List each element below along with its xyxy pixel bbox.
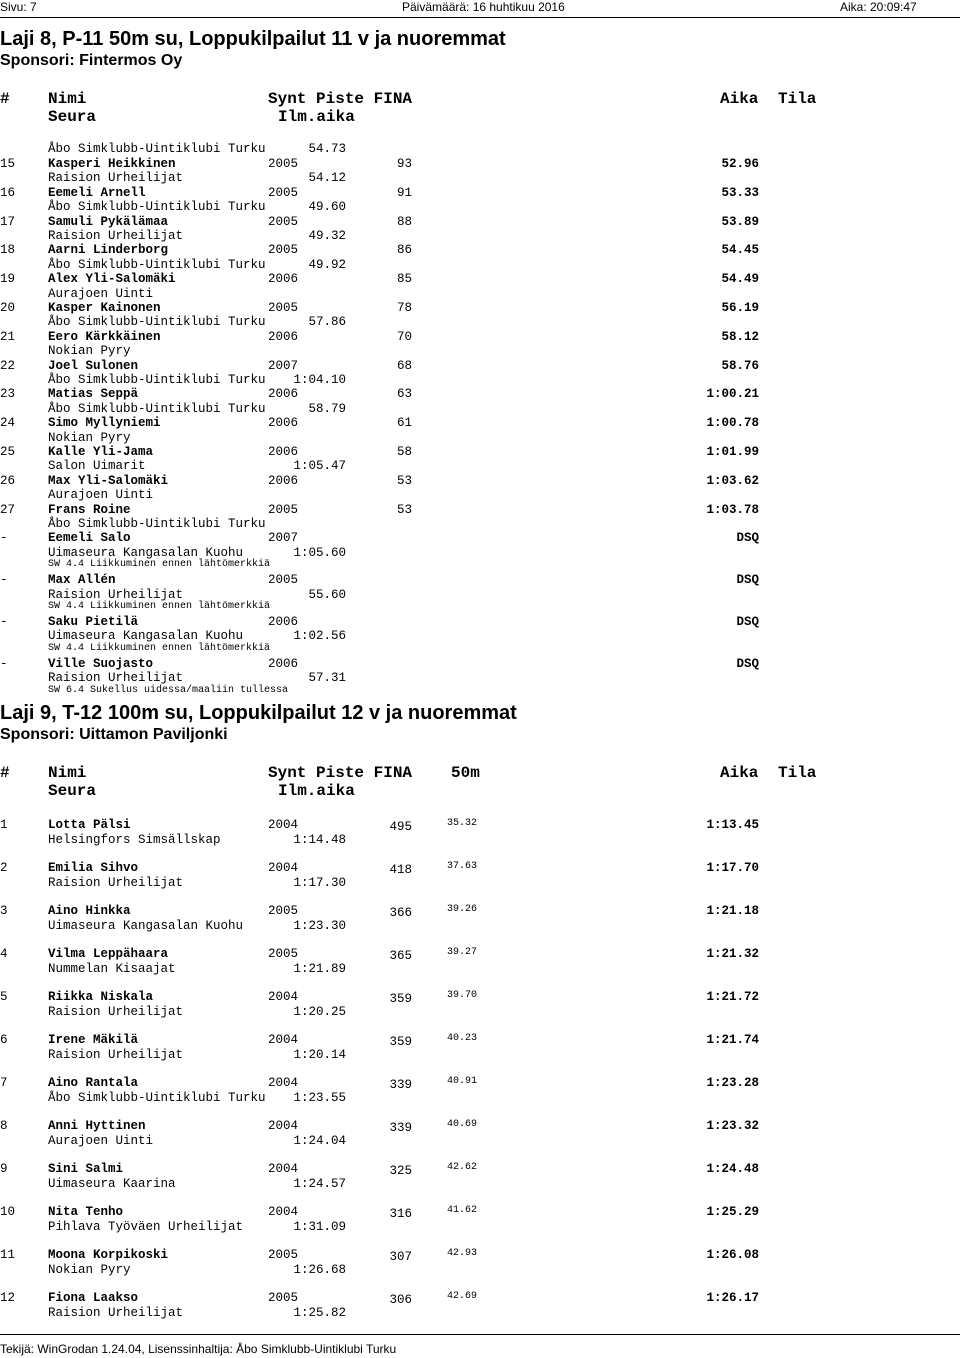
- club: Raision Urheilijat: [48, 1047, 184, 1062]
- header-divider: [0, 17, 960, 18]
- entry-time: 1:23.30: [293, 918, 346, 933]
- club: Åbo Simklubb-Uintiklubi Turku: [48, 315, 266, 330]
- fina-points: 339: [389, 1078, 412, 1092]
- col-status: Tila: [778, 90, 817, 108]
- club: Åbo Simklubb-Uintiklubi Turku: [48, 401, 266, 416]
- rank: 21: [0, 329, 16, 344]
- birth-year: 2006: [268, 329, 299, 344]
- entry-time: 1:20.14: [293, 1047, 346, 1062]
- rank: 9: [0, 1162, 8, 1176]
- birth-year: 2006: [268, 387, 299, 402]
- split-50m: 39.70: [447, 990, 478, 1001]
- club: Raision Urheilijat: [48, 587, 184, 602]
- club: Åbo Simklubb-Uintiklubi Turku: [48, 517, 266, 531]
- split-50m: 42.69: [447, 1291, 478, 1302]
- final-time: 1:17.70: [706, 861, 759, 875]
- final-time: 1:26.08: [706, 1248, 759, 1262]
- entry-time: 58.79: [308, 401, 346, 416]
- fina-points: 58: [396, 445, 412, 459]
- page-header: [0, 0, 960, 14]
- final-time: 1:21.32: [706, 947, 759, 961]
- entry-time: 1:23.55: [293, 1090, 346, 1105]
- final-time: 1:25.29: [706, 1205, 759, 1219]
- rank: 6: [0, 1033, 8, 1047]
- birth-year: 2005: [268, 947, 299, 961]
- print-time: Aika: 20:09:47: [840, 0, 917, 14]
- col-synt-piste-fina: Synt Piste FINA: [268, 90, 413, 108]
- entry-time: 1:04.10: [293, 373, 346, 387]
- club: Raision Urheilijat: [48, 875, 184, 890]
- swimmer-name: Nita Tenho: [48, 1205, 124, 1219]
- club: Helsingfors Simsällskap: [48, 832, 221, 847]
- rank: 20: [0, 301, 16, 315]
- birth-year: 2004: [268, 990, 299, 1004]
- birth-year: 2006: [268, 615, 299, 629]
- split-50m: 37.63: [447, 861, 478, 872]
- rank: 18: [0, 243, 16, 258]
- split-50m: 40.91: [447, 1076, 478, 1087]
- swimmer-name: Aarni Linderborg: [48, 243, 169, 258]
- final-time: DSQ: [736, 573, 759, 588]
- birth-year: 2005: [268, 185, 299, 200]
- rank: -: [0, 656, 8, 671]
- swimmer-name: Eemeli Salo: [48, 531, 131, 546]
- entry-time: 1:05.60: [293, 545, 346, 560]
- birth-year: 2006: [268, 416, 299, 431]
- swimmer-name: Aino Rantala: [48, 1076, 139, 1090]
- final-time: 1:23.28: [706, 1076, 759, 1090]
- swimmer-name: Kasperi Heikkinen: [48, 157, 176, 171]
- col-club: Seura: [48, 782, 97, 800]
- entry-time: 1:05.47: [293, 459, 346, 474]
- final-time: 1:00.78: [706, 416, 759, 431]
- birth-year: 2007: [268, 531, 299, 546]
- club: Uimaseura Kaarina: [48, 1176, 176, 1191]
- fina-points: 63: [396, 387, 412, 402]
- entry-time: 49.92: [308, 257, 346, 272]
- fina-points: 70: [396, 329, 412, 344]
- rank: 17: [0, 214, 16, 229]
- club: Pihlava Työväen Urheilijat: [48, 1219, 244, 1234]
- rank: 5: [0, 990, 8, 1004]
- birth-year: 2006: [268, 473, 299, 488]
- col-status: Tila: [778, 764, 817, 782]
- club: Åbo Simklubb-Uintiklubi Turku: [48, 142, 266, 156]
- club: Åbo Simklubb-Uintiklubi Turku: [48, 200, 266, 215]
- fina-points: 68: [396, 358, 412, 373]
- entry-time: 55.60: [308, 587, 346, 602]
- col-entry-time: Ilm.aika: [278, 108, 355, 126]
- club: Aurajoen Uinti: [48, 286, 154, 301]
- col-time: Aika: [720, 764, 759, 782]
- col-synt-piste-fina: Synt Piste FINA: [268, 764, 413, 782]
- rank: 26: [0, 473, 16, 488]
- club: Uimaseura Kangasalan Kuohu: [48, 918, 244, 933]
- club: Uimaseura Kangasalan Kuohu: [48, 545, 244, 560]
- entry-time: 1:26.68: [293, 1262, 346, 1277]
- entry-time: 1:24.04: [293, 1133, 346, 1148]
- fina-points: 366: [389, 906, 412, 920]
- col-rank: #: [0, 764, 10, 782]
- swimmer-name: Samuli Pykälämaa: [48, 214, 169, 229]
- col-split-50m: 50m: [451, 764, 480, 782]
- final-time: 54.49: [721, 272, 759, 287]
- final-time: DSQ: [736, 656, 759, 671]
- col-name: Nimi: [48, 90, 87, 108]
- split-50m: 41.62: [447, 1205, 478, 1216]
- rank: 4: [0, 947, 8, 961]
- final-time: 52.96: [721, 157, 759, 171]
- fina-points: 307: [389, 1250, 412, 1264]
- footer-divider: [0, 1334, 960, 1335]
- event9-title: Laji 9, T-12 100m su, Loppukilpailut 12 v ja nuoremmat: [0, 702, 517, 724]
- swimmer-name: Ville Suojasto: [48, 656, 154, 671]
- rank: 10: [0, 1205, 16, 1219]
- fina-points: 53: [396, 473, 412, 488]
- fina-points: 359: [389, 1035, 412, 1049]
- birth-year: 2005: [268, 214, 299, 229]
- swimmer-name: Kalle Yli-Jama: [48, 445, 154, 459]
- club: Raision Urheilijat: [48, 1305, 184, 1320]
- birth-year: 2005: [268, 502, 299, 517]
- birth-year: 2005: [268, 904, 299, 918]
- rank: 7: [0, 1076, 8, 1090]
- rank: -: [0, 531, 8, 546]
- club: Nokian Pyry: [48, 1262, 131, 1277]
- rank: 23: [0, 387, 16, 402]
- fina-points: 91: [396, 185, 412, 200]
- rank: 8: [0, 1119, 8, 1133]
- split-50m: 40.69: [447, 1119, 478, 1130]
- final-time: 56.19: [721, 301, 759, 315]
- entry-time: 1:31.09: [293, 1219, 346, 1234]
- rank: 1: [0, 818, 8, 832]
- birth-year: 2004: [268, 1076, 299, 1090]
- split-50m: 39.27: [447, 947, 478, 958]
- final-time: 54.45: [721, 243, 759, 258]
- entry-time: 49.60: [308, 200, 346, 215]
- club: Raision Urheilijat: [48, 671, 184, 686]
- entry-time: 1:02.56: [293, 629, 346, 644]
- final-time: 53.33: [721, 185, 759, 200]
- swimmer-name: Lotta Pälsi: [48, 818, 131, 832]
- col-time: Aika: [720, 90, 759, 108]
- fina-points: 325: [389, 1164, 412, 1178]
- birth-year: 2004: [268, 1162, 299, 1176]
- final-time: 1:01.99: [706, 445, 759, 459]
- event8-sponsor: Sponsori: Fintermos Oy: [0, 52, 183, 69]
- swimmer-name: Irene Mäkilä: [48, 1033, 139, 1047]
- club: Åbo Simklubb-Uintiklubi Turku: [48, 1090, 266, 1105]
- dsq-reason: SW 4.4 Liikkuminen ennen lähtömerkkiä: [48, 559, 271, 571]
- swimmer-name: Alex Yli-Salomäki: [48, 272, 176, 287]
- swimmer-name: Sini Salmi: [48, 1162, 124, 1176]
- birth-year: 2005: [268, 1248, 299, 1262]
- club: Aurajoen Uinti: [48, 1133, 154, 1148]
- birth-year: 2005: [268, 157, 299, 171]
- club: Nokian Pyry: [48, 344, 131, 359]
- print-date: Päivämäärä: 16 huhtikuu 2016: [402, 0, 565, 14]
- rank: -: [0, 573, 8, 588]
- final-time: 1:13.45: [706, 818, 759, 832]
- dsq-reason: SW 6.4 Sukellus uidessa/maaliin tullessa: [48, 684, 289, 696]
- fina-points: 53: [396, 502, 412, 517]
- fina-points: 88: [396, 214, 412, 229]
- entry-time: 1:21.89: [293, 961, 346, 976]
- club: Nokian Pyry: [48, 430, 131, 445]
- swimmer-name: Eero Kärkkäinen: [48, 329, 161, 344]
- page-number: Sivu: 7: [0, 0, 37, 14]
- entry-time: 1:24.57: [293, 1176, 346, 1191]
- swimmer-name: Eemeli Arnell: [48, 185, 146, 200]
- birth-year: 2006: [268, 445, 299, 459]
- club: Uimaseura Kangasalan Kuohu: [48, 629, 244, 644]
- rank: -: [0, 615, 8, 629]
- swimmer-name: Kasper Kainonen: [48, 301, 161, 315]
- club: Raision Urheilijat: [48, 229, 184, 243]
- birth-year: 2005: [268, 243, 299, 258]
- final-time: 1:24.48: [706, 1162, 759, 1176]
- fina-points: 93: [396, 157, 412, 171]
- entry-time: 54.12: [308, 171, 346, 186]
- swimmer-name: Saku Pietilä: [48, 615, 139, 629]
- swimmer-name: Max Allén: [48, 573, 116, 588]
- club: Åbo Simklubb-Uintiklubi Turku: [48, 373, 266, 387]
- rank: 27: [0, 502, 16, 517]
- final-time: 1:00.21: [706, 387, 759, 402]
- swimmer-name: Joel Sulonen: [48, 358, 139, 373]
- birth-year: 2004: [268, 1119, 299, 1133]
- final-time: 58.12: [721, 329, 759, 344]
- col-club: Seura: [48, 108, 97, 126]
- swimmer-name: Vilma Leppähaara: [48, 947, 169, 961]
- swimmer-name: Frans Roine: [48, 502, 131, 517]
- entry-time: 57.31: [308, 671, 346, 686]
- dsq-reason: SW 4.4 Liikkuminen ennen lähtömerkkiä: [48, 601, 271, 612]
- birth-year: 2004: [268, 818, 299, 832]
- birth-year: 2004: [268, 1205, 299, 1219]
- final-time: DSQ: [736, 615, 759, 629]
- birth-year: 2005: [268, 573, 299, 588]
- birth-year: 2005: [268, 301, 299, 315]
- rank: 25: [0, 445, 16, 459]
- split-50m: 42.93: [447, 1248, 478, 1259]
- rank: 11: [0, 1248, 16, 1262]
- final-time: 1:03.78: [706, 502, 759, 517]
- swimmer-name: Emilia Sihvo: [48, 861, 139, 875]
- entry-time: 1:25.82: [293, 1305, 346, 1320]
- page-footer: Tekijä: WinGrodan 1.24.04, Lisenssinhaltija: Åbo Simklubb-Uintiklubi Turku: [0, 1342, 397, 1356]
- final-time: 53.89: [721, 214, 759, 229]
- final-time: 1:26.17: [706, 1291, 759, 1305]
- rank: 19: [0, 272, 16, 287]
- fina-points: 61: [396, 416, 412, 431]
- split-50m: 42.62: [447, 1162, 478, 1173]
- swimmer-name: Riikka Niskala: [48, 990, 154, 1004]
- swimmer-name: Fiona Laakso: [48, 1291, 139, 1305]
- col-rank: #: [0, 90, 10, 108]
- rank: 15: [0, 157, 16, 171]
- rank: 3: [0, 904, 8, 918]
- birth-year: 2004: [268, 861, 299, 875]
- entry-time: 1:20.25: [293, 1004, 346, 1019]
- entry-time: 57.86: [308, 315, 346, 330]
- event9-sponsor: Sponsori: Uittamon Paviljonki: [0, 726, 228, 743]
- club: Salon Uimarit: [48, 459, 146, 474]
- fina-points: 306: [389, 1293, 412, 1307]
- fina-points: 85: [396, 272, 412, 287]
- rank: 22: [0, 358, 16, 373]
- fina-points: 316: [389, 1207, 412, 1221]
- fina-points: 86: [396, 243, 412, 258]
- event8-title: Laji 8, P-11 50m su, Loppukilpailut 11 v ja nuoremmat: [0, 28, 506, 50]
- fina-points: 339: [389, 1121, 412, 1135]
- final-time: 1:21.72: [706, 990, 759, 1004]
- swimmer-name: Max Yli-Salomäki: [48, 473, 169, 488]
- swimmer-name: Anni Hyttinen: [48, 1119, 146, 1133]
- rank: 12: [0, 1291, 16, 1305]
- fina-points: 365: [389, 949, 412, 963]
- final-time: 1:03.62: [706, 473, 759, 488]
- club: Raision Urheilijat: [48, 171, 184, 186]
- birth-year: 2004: [268, 1033, 299, 1047]
- swimmer-name: Matias Seppä: [48, 387, 139, 402]
- rank: 24: [0, 416, 16, 431]
- final-time: 1:23.32: [706, 1119, 759, 1133]
- final-time: 1:21.18: [706, 904, 759, 918]
- fina-points: 359: [389, 992, 412, 1006]
- birth-year: 2006: [268, 272, 299, 287]
- club: Raision Urheilijat: [48, 1004, 184, 1019]
- club: Åbo Simklubb-Uintiklubi Turku: [48, 257, 266, 272]
- swimmer-name: Simo Myllyniemi: [48, 416, 161, 431]
- col-entry-time: Ilm.aika: [278, 782, 355, 800]
- final-time: 58.76: [721, 358, 759, 373]
- fina-points: 418: [389, 863, 412, 877]
- final-time: 1:21.74: [706, 1033, 759, 1047]
- club: Nummelan Kisaajat: [48, 961, 176, 976]
- swimmer-name: Aino Hinkka: [48, 904, 131, 918]
- entry-time: 49.32: [308, 229, 346, 243]
- split-50m: 35.32: [447, 818, 478, 829]
- club: Aurajoen Uinti: [48, 488, 154, 503]
- col-name: Nimi: [48, 764, 87, 782]
- birth-year: 2007: [268, 358, 299, 373]
- fina-points: 495: [389, 820, 412, 834]
- birth-year: 2006: [268, 656, 299, 671]
- entry-time: 54.73: [308, 142, 346, 156]
- entry-time: 1:17.30: [293, 875, 346, 890]
- split-50m: 39.26: [447, 904, 478, 915]
- birth-year: 2005: [268, 1291, 299, 1305]
- fina-points: 78: [396, 301, 412, 315]
- entry-time: 1:14.48: [293, 832, 346, 847]
- split-50m: 40.23: [447, 1033, 478, 1044]
- dsq-reason: SW 4.4 Liikkuminen ennen lähtömerkkiä: [48, 642, 271, 654]
- rank: 16: [0, 185, 16, 200]
- swimmer-name: Moona Korpikoski: [48, 1248, 169, 1262]
- final-time: DSQ: [736, 531, 759, 546]
- rank: 2: [0, 861, 8, 875]
